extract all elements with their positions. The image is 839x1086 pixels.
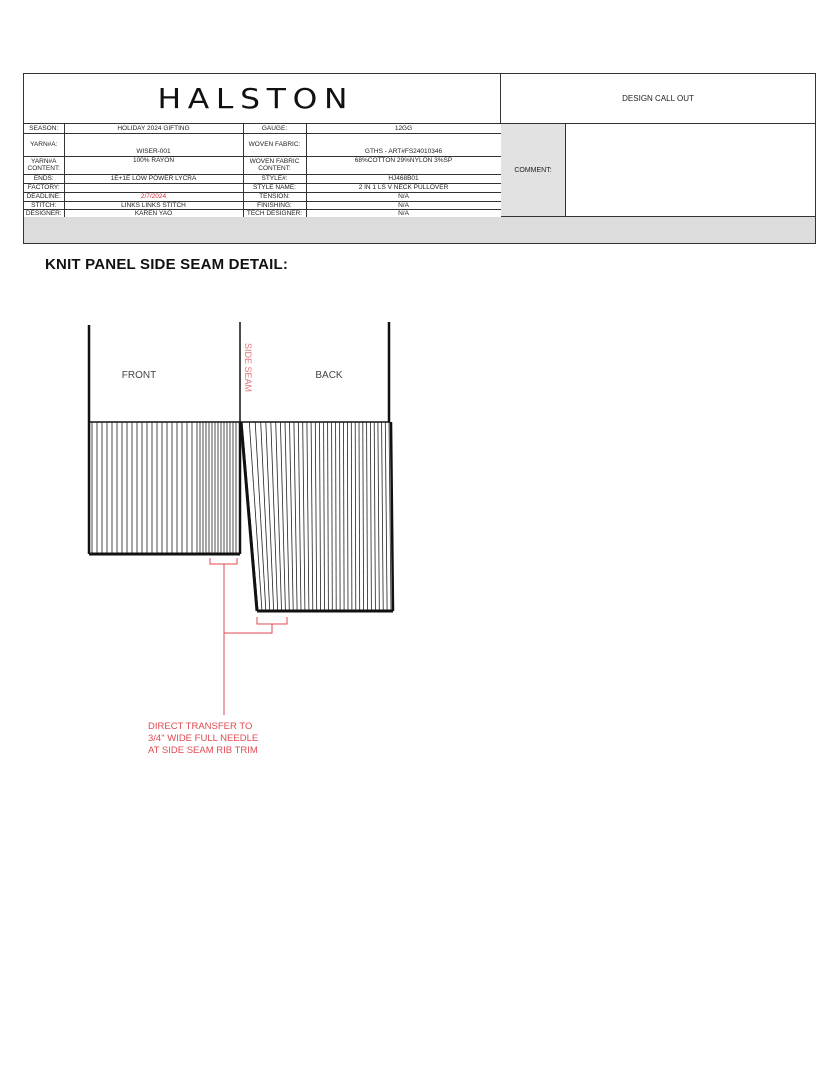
- finishing-label: FINISHING:: [243, 201, 306, 209]
- style-name-value: 2 IN 1 LS V NECK PULLOVER: [306, 183, 501, 192]
- table-row: [24, 156, 501, 174]
- rib-stripe: [255, 422, 266, 610]
- rib-stripe: [315, 422, 316, 610]
- rib-stripe: [385, 422, 387, 610]
- finishing-value: N/A: [306, 201, 501, 209]
- rib-stripe: [307, 422, 309, 610]
- front-label: FRONT: [121, 370, 157, 381]
- rib-stripe: [320, 422, 321, 610]
- style-name-label: STYLE NAME:: [243, 183, 306, 192]
- yarn-content-label: YARN#A CONTENT:: [24, 156, 64, 174]
- gauge-value: 12GG: [306, 124, 501, 133]
- ends-label: ENDS:: [24, 174, 64, 183]
- yarn-label: YARN#A:: [24, 133, 64, 156]
- front-rib-bracket: [210, 558, 237, 564]
- back-label: BACK: [315, 370, 343, 381]
- factory-value: [64, 183, 243, 192]
- rib-stripe: [266, 422, 274, 610]
- table-row: [24, 133, 501, 156]
- comment-value-cell: [566, 124, 815, 217]
- rib-stripe: [370, 422, 371, 610]
- front-rib-trim: [92, 422, 236, 553]
- rib-stripe: [280, 422, 285, 610]
- woven-fabric-content-label: WOVEN FABRIC CONTENT:: [243, 156, 306, 174]
- rib-stripe: [344, 422, 345, 610]
- brand-logo: HALSTON: [157, 82, 355, 115]
- back-rib-bracket: [257, 617, 287, 624]
- tension-value: N/A: [306, 192, 501, 201]
- rib-stripe: [285, 422, 289, 610]
- rib-stripe: [359, 422, 360, 610]
- callout-note-line: 3/4" WIDE FULL NEEDLE: [148, 733, 259, 744]
- yarn-value: WISER-001: [64, 133, 243, 156]
- designer-label: DESIGNER:: [24, 209, 64, 217]
- rib-stripe: [367, 422, 368, 610]
- grey-footer-band: [24, 217, 815, 243]
- factory-label: FACTORY:: [24, 183, 64, 192]
- rib-stripe: [351, 422, 352, 610]
- comment-label-cell: [501, 124, 566, 217]
- season-label: SEASON:: [24, 124, 64, 133]
- spec-info-table: [24, 124, 502, 218]
- rib-stripe: [324, 422, 325, 610]
- comment-label: COMMENT:: [514, 166, 552, 174]
- rib-stripe: [294, 422, 297, 610]
- rib-stripe: [382, 422, 384, 610]
- rib-stripe: [332, 422, 333, 610]
- woven-fabric-content-value: 68%COTTON 29%NYLON 3%SP: [306, 156, 501, 174]
- side-seam-label: SIDE SEAM: [243, 343, 253, 393]
- rib-stripe: [261, 422, 270, 610]
- back-rib-right-edge: [391, 422, 393, 611]
- spec-sheet: [23, 73, 816, 244]
- logo-cell: [24, 74, 501, 124]
- tension-label: TENSION:: [243, 192, 306, 201]
- tech-designer-label: TECH DESIGNER:: [243, 209, 306, 217]
- table-row: [24, 174, 501, 183]
- stitch-value: LINKS LINKS STITCH: [64, 201, 243, 209]
- rib-stripe: [290, 422, 294, 610]
- back-rib-trim: [242, 422, 391, 610]
- back-rib-left-edge: [241, 422, 257, 611]
- table-row: [24, 201, 501, 209]
- rib-stripe: [311, 422, 313, 610]
- designer-value: KAREN YAO: [64, 209, 243, 217]
- style-number-value: HJ468B01: [306, 174, 501, 183]
- yarn-content-value: 100% RAYON: [64, 156, 243, 174]
- rib-stripe: [347, 422, 348, 610]
- callout-brackets: [210, 558, 287, 715]
- ends-value: 1E+1E LOW POWER LYCRA: [64, 174, 243, 183]
- rib-stripe: [378, 422, 379, 610]
- rib-stripe: [363, 422, 364, 610]
- woven-fabric-value: GTHS - ART#FS24010346: [306, 133, 501, 156]
- table-row: [24, 192, 501, 201]
- rib-stripe: [355, 422, 356, 610]
- callout-note-line: AT SIDE SEAM RIB TRIM: [148, 745, 258, 756]
- rib-stripe: [298, 422, 301, 610]
- rib-stripe: [374, 422, 375, 610]
- table-row: [24, 124, 501, 133]
- stitch-label: STITCH:: [24, 201, 64, 209]
- design-call-out-label: DESIGN CALL OUT: [622, 94, 694, 103]
- rib-stripe: [336, 422, 337, 610]
- table-row: [24, 183, 501, 192]
- side-seam-diagram: [0, 300, 839, 770]
- design-call-out-cell: [501, 74, 815, 124]
- rib-stripe: [340, 422, 341, 610]
- callout-leader-branch: [224, 624, 272, 633]
- tech-designer-value: N/A: [306, 209, 501, 217]
- deadline-value: 2/7/2024: [64, 192, 243, 201]
- rib-stripe: [303, 422, 305, 610]
- rib-stripe: [328, 422, 329, 610]
- season-value: HOLIDAY 2024 GIFTING: [64, 124, 243, 133]
- section-title: KNIT PANEL SIDE SEAM DETAIL:: [45, 256, 289, 273]
- deadline-label: DEADLINE:: [24, 192, 64, 201]
- woven-fabric-label: WOVEN FABRIC:: [243, 133, 306, 156]
- style-number-label: STYLE#:: [243, 174, 306, 183]
- callout-note-line: DIRECT TRANSFER TO: [148, 721, 253, 732]
- table-row: [24, 209, 501, 217]
- callout-note: [148, 721, 261, 756]
- gauge-label: GAUGE:: [243, 124, 306, 133]
